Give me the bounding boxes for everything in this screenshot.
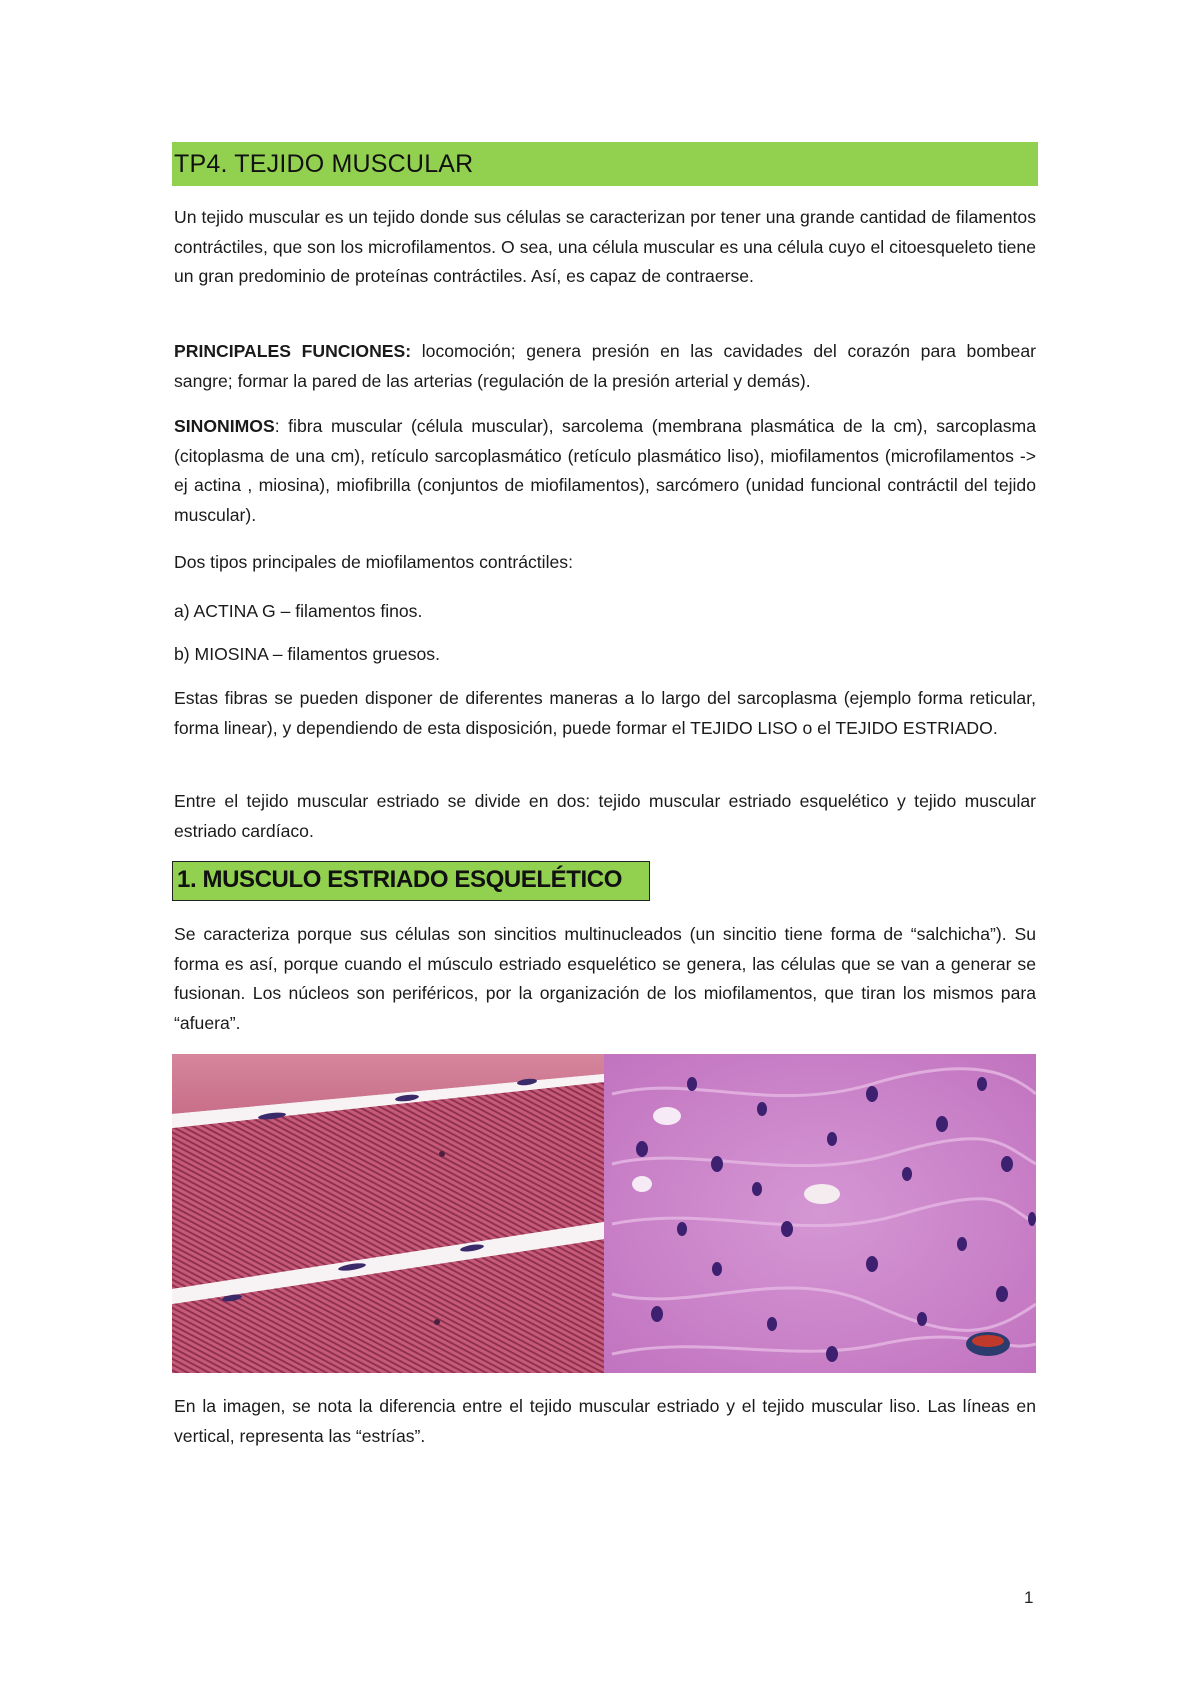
- funciones-text: locomoción; genera presión en las cavidades del corazón para bombear sangre; formar la pared de las arterias (regulación de la presión arterial y demás).: [174, 341, 1036, 391]
- funciones-label: PRINCIPALES FUNCIONES:: [174, 341, 412, 361]
- smooth-muscle-panel: [604, 1054, 1036, 1373]
- fibras-paragraph: Estas fibras se pueden disponer de diferentes maneras a lo largo del sarcoplasma (ejemplo forma reticular, forma linear), y dependiendo de esta disposición, puede formar el TEJIDO LISO o el TEJIDO ESTRIADO.: [174, 688, 1036, 738]
- estriado-paragraph: Entre el tejido muscular estriado se divide en dos: tejido muscular estriado esquelético y tejido muscular estriado cardíaco.: [174, 791, 1036, 841]
- tipos-intro: Dos tipos principales de miofilamentos contráctiles:: [174, 552, 573, 572]
- sinonimos-paragraph: [174, 412, 1036, 530]
- section-heading: 1. MUSCULO ESTRIADO ESQUELÉTICO: [177, 866, 622, 893]
- section1-paragraph: Se caracteriza porque sus células son sincitios multinucleados (un sincitio tiene forma de “salchicha”). Su forma es así, porque cuando el músculo estriado esquelético se genera, las células que se van a generar se fusionan. Los núcleos son periféricos, por la organización de los miofilamentos, que tiran los mismos para “afuera”.: [174, 924, 1036, 1033]
- funciones-paragraph: [174, 337, 1036, 396]
- intro-paragraph: Un tejido muscular es un tejido donde sus células se caracterizan por tener una grande cantidad de filamentos contráctiles, que son los microfilamentos. O sea, una célula muscular es una célula cuyo el citoesqueleto tiene un gran predominio de proteínas contráctiles. Así, es capaz de contraerse.: [174, 207, 1036, 286]
- page-title: TP4. TEJIDO MUSCULAR: [174, 150, 474, 178]
- muscle-micrograph-figure: [172, 1054, 1036, 1373]
- tipo-a-item: a) ACTINA G – filamentos finos.: [174, 601, 423, 621]
- page-number: 1: [1024, 1588, 1034, 1607]
- sinonimos-label: SINONIMOS: [174, 416, 275, 436]
- figure-caption: En la imagen, se nota la diferencia entre el tejido muscular estriado y el tejido muscular liso. Las líneas en vertical, representa las “estrías”.: [174, 1396, 1036, 1446]
- sinonimos-text: : fibra muscular (célula muscular), sarcolema (membrana plasmática de la cm), sarcoplasma (citoplasma de una cm), retículo sarcoplasmático (retículo plasmático liso), miofilamentos (microfilamentos -> ej actina , miosina), miofibrilla (conjuntos de miofilamentos), sarcómero (unidad funcional contráctil del tejido muscular).: [174, 416, 1036, 525]
- tipo-b-item: b) MIOSINA – filamentos gruesos.: [174, 644, 440, 664]
- striated-muscle-panel: [172, 1054, 604, 1373]
